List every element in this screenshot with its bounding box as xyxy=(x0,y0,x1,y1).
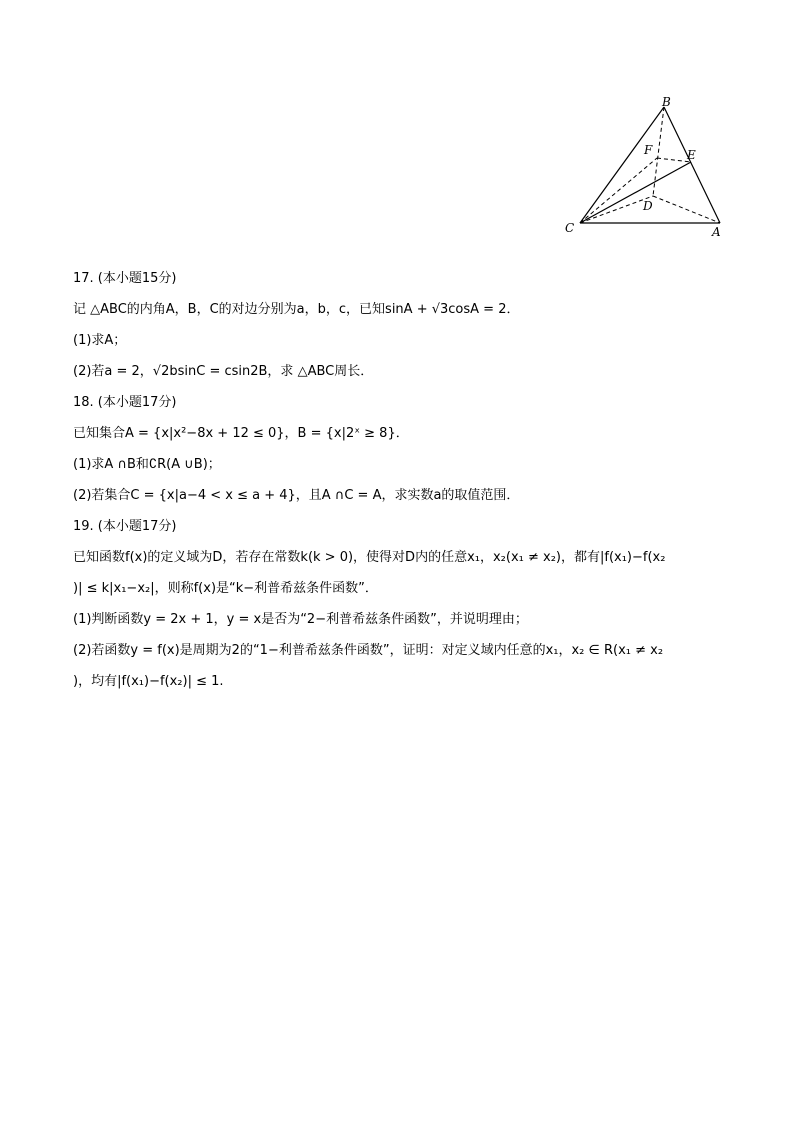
sub-question-2: (2)若a = 2，√2bsinC = csin2B，求 △ABC周长． xyxy=(73,364,374,379)
edge-FE xyxy=(657,158,691,162)
problem-header: 17. (本小题15分) xyxy=(73,271,177,286)
label-B: B xyxy=(662,96,671,109)
geometry-figure xyxy=(560,96,730,244)
problem-header: 18. (本小题17分) xyxy=(73,395,177,410)
problem-statement-line-1: 已知函数f(x)的定义域为D，若存在常数k(k > 0)，使得对D内的任意x₁，x₂(x₁ ≠ x₂)，都有|f(x₁)−f(x₂ xyxy=(73,550,666,565)
problem-statement: 记 △ABC的内角A，B，C的对边分别为a，b，c，已知sinA + √3cosA = 2． xyxy=(73,302,520,317)
label-F: F xyxy=(644,143,653,157)
sub-question-2-line-2: )，均有|f(x₁)−f(x₂)| ≤ 1. xyxy=(73,674,224,689)
tetrahedron-diagram xyxy=(560,96,730,244)
sub-question-1: (1)判断函数y = 2x + 1，y = x是否为“2−利普希兹条件函数”，并说明理由； xyxy=(73,612,528,627)
sub-question-2: (2)若集合C = {x|a−4 < x ≤ a + 4}，且A ∩C = A，求实数a的取值范围． xyxy=(73,488,520,503)
edge-DA xyxy=(653,196,720,223)
label-A: A xyxy=(712,225,721,239)
sub-question-2-line-1: (2)若函数y = f(x)是周期为2的“1−利普希兹条件函数”，证明：对定义域内任意的x₁，x₂ ∈ R(x₁ ≠ x₂ xyxy=(73,643,664,658)
problem-17 xyxy=(73,270,723,381)
edge-CF xyxy=(580,158,657,223)
edge-BA xyxy=(664,107,720,223)
label-D: D xyxy=(643,199,653,213)
problem-18 xyxy=(73,394,723,505)
problem-statement-line-2: )| ≤ k|x₁−x₂|，则称f(x)是“k−利普希兹条件函数”． xyxy=(73,581,378,596)
problem-header: 19. (本小题17分) xyxy=(73,519,177,534)
sub-question-1: (1)求A ∩B和∁R(A ∪B)； xyxy=(73,457,221,472)
edge-CE xyxy=(580,162,691,223)
problem-statement: 已知集合A = {x|x²−8x + 12 ≤ 0}，B = {x|2ˣ ≥ 8}． xyxy=(73,426,409,441)
problem-list xyxy=(73,270,723,704)
sub-question-1: (1)求A； xyxy=(73,333,127,348)
problem-19 xyxy=(73,518,723,691)
label-C: C xyxy=(565,221,575,235)
label-E: E xyxy=(687,148,696,162)
